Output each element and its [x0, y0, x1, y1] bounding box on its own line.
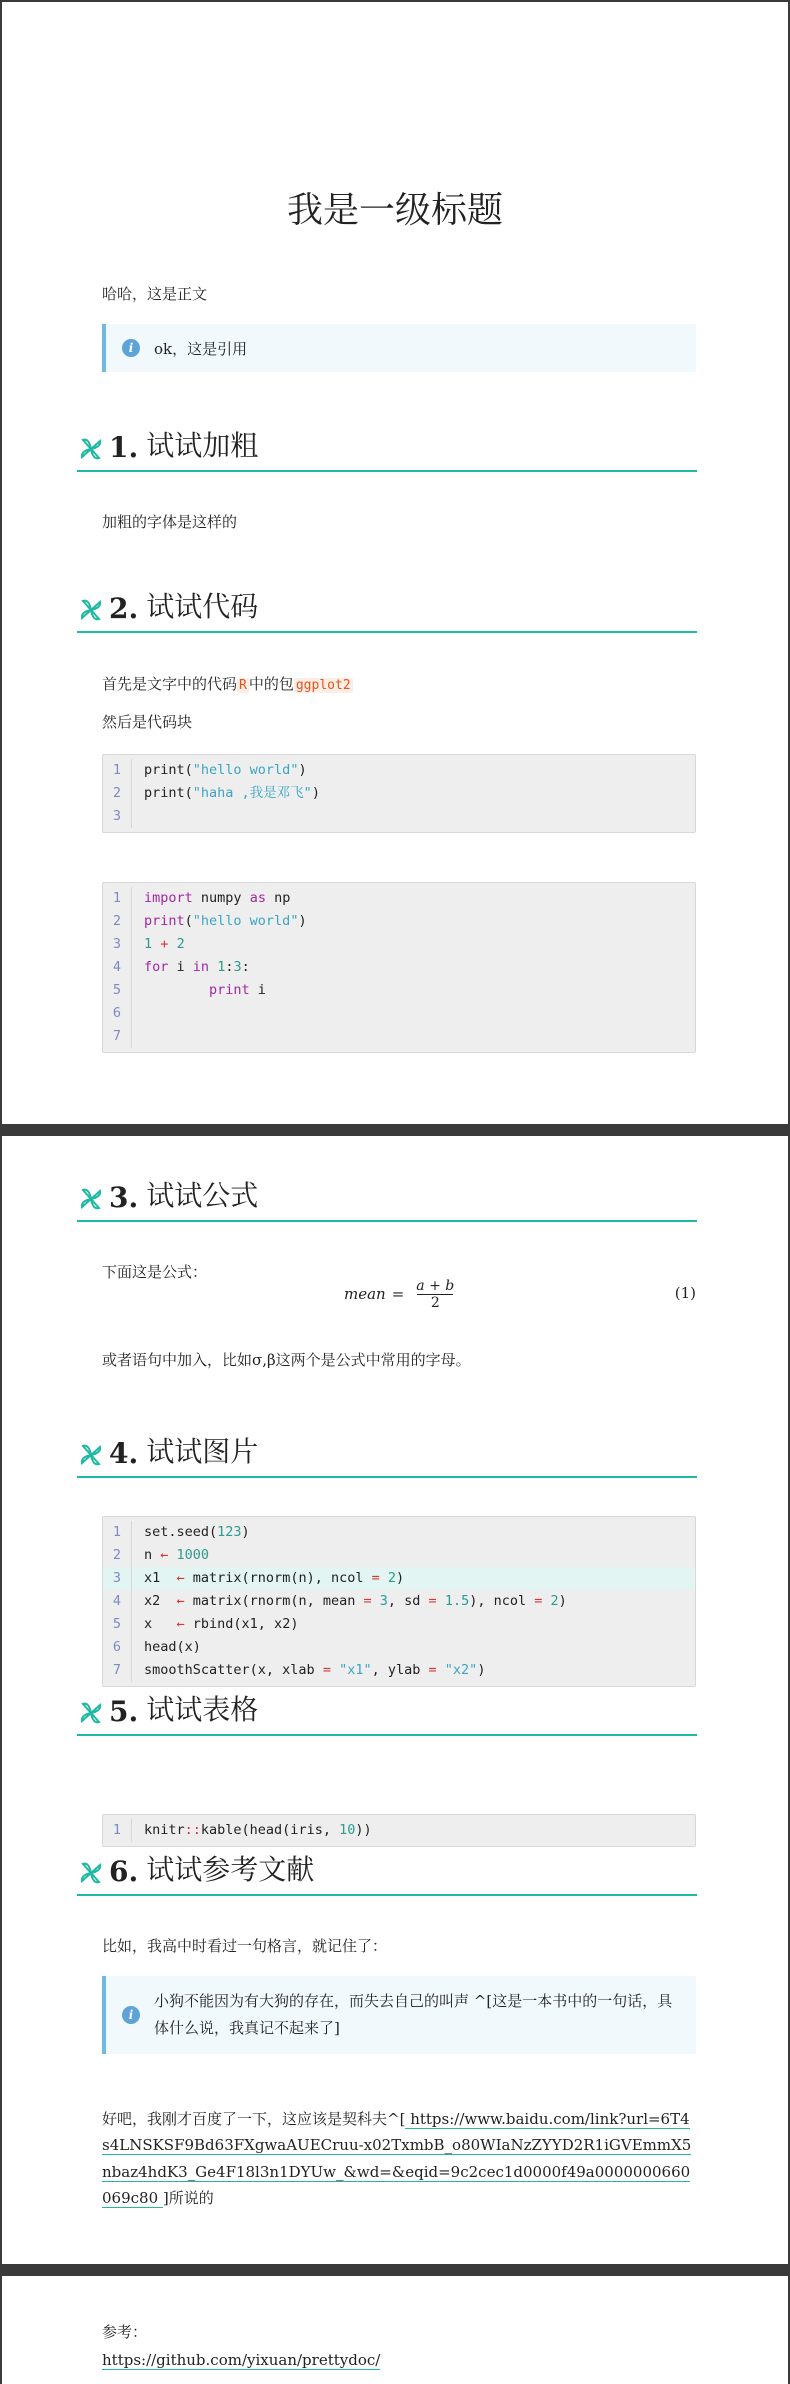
- quote-text: ok，这是引用: [154, 339, 248, 358]
- footer-link-line: [102, 2348, 380, 2374]
- code-line: [103, 887, 695, 910]
- line-number: 1: [103, 887, 132, 910]
- text-segment: 首先是文字中的代码: [102, 675, 238, 693]
- prettydoc-link[interactable]: https://github.com/yixuan/prettydoc/: [102, 2351, 381, 2369]
- line-number: 6: [103, 1636, 132, 1659]
- code-line: [103, 782, 695, 805]
- line-number: 1: [103, 1521, 132, 1544]
- code-text: x2 ← matrix(rnorm(n, mean = 3, sd = 1.5), ncol = 2): [144, 1593, 567, 1609]
- quote-text: 小狗不能因为有大狗的存在，而失去自己的叫声 ^[这是一本书中的一句话，具体什么说，我真记不起来了]: [154, 1992, 673, 2037]
- document-page-1: [2, 2, 788, 1124]
- line-number: 2: [103, 782, 132, 805]
- section-heading-3: [77, 1179, 697, 1222]
- pinwheel-icon: [77, 1858, 105, 1888]
- section-title: 试试代码: [146, 590, 259, 623]
- code-line: [103, 1613, 695, 1636]
- section-heading-1: [77, 429, 697, 472]
- section-title: 试试图片: [146, 1435, 259, 1468]
- formula-intro: 下面这是公式：: [102, 1263, 208, 1281]
- section-number: 2.: [109, 592, 139, 625]
- line-number: 1: [103, 759, 132, 782]
- pinwheel-icon: [77, 1698, 105, 1728]
- pinwheel-icon: [77, 1440, 105, 1470]
- code-text: x ← rbind(x1, x2): [144, 1616, 299, 1632]
- section-title: 试试参考文献: [146, 1853, 315, 1886]
- section-heading-5: [77, 1693, 697, 1736]
- line-number: 5: [103, 979, 132, 1002]
- text-segment: ]所说的: [162, 2188, 214, 2207]
- section-heading-4: [77, 1435, 697, 1478]
- code-line-highlighted: [103, 1567, 695, 1590]
- code-block-4: [102, 1814, 696, 1847]
- reference-paragraph: [102, 2106, 696, 2211]
- line-number: 3: [103, 933, 132, 956]
- info-icon: i: [122, 2006, 140, 2024]
- document-page-2: [2, 1136, 788, 2264]
- code-text: [132, 805, 144, 828]
- section-title: 试试表格: [146, 1693, 259, 1726]
- code-line: [103, 1521, 695, 1544]
- line-number: 2: [103, 910, 132, 933]
- code-text: for i in 1:3:: [144, 959, 250, 975]
- code-text: [132, 1025, 144, 1048]
- section-title: 试试加粗: [146, 429, 259, 462]
- code-line: [103, 956, 695, 979]
- inline-code-r: R: [239, 678, 247, 693]
- section-number: 4.: [109, 1437, 139, 1470]
- reference-intro: 比如，我高中时看过一句格言，就记住了：: [102, 1937, 388, 1955]
- code-text: print i: [209, 982, 266, 998]
- code-block-3: [102, 1516, 696, 1687]
- pinwheel-icon: [77, 595, 105, 625]
- code-text: print("hello world"): [144, 762, 307, 778]
- section-number: 1.: [109, 431, 139, 464]
- text-segment: 中的包: [248, 675, 294, 693]
- code-text: set.seed(123): [144, 1524, 250, 1540]
- code-line: [103, 910, 695, 933]
- document-title: 我是一级标题: [286, 190, 503, 231]
- code-text: x1 ← matrix(rnorm(n), ncol = 2): [144, 1570, 405, 1586]
- code-line: [103, 1659, 695, 1682]
- document-page-3: [2, 2276, 788, 2384]
- pinwheel-icon: [77, 1184, 105, 1214]
- text-segment: 好吧，我刚才百度了一下，这应该是契科夫^[: [102, 2110, 406, 2128]
- inline-code-ggplot2: ggplot2: [295, 678, 351, 693]
- code-line: [103, 933, 695, 956]
- quote-callout: [102, 324, 696, 372]
- formula-expression: [344, 1272, 454, 1316]
- code-text: smoothScatter(x, xlab = "x1", ylab = "x2"): [144, 1662, 486, 1678]
- code-text: [132, 1002, 144, 1025]
- formula-denominator: 2: [430, 1294, 440, 1311]
- footer-label: 参考：: [102, 2323, 148, 2341]
- section-heading-6: [77, 1853, 697, 1896]
- code-intro-paragraph: [102, 672, 353, 698]
- quote-callout-2: [102, 1976, 696, 2054]
- line-number: 6: [103, 1002, 132, 1025]
- code-text: 1 + 2: [144, 936, 185, 952]
- pinwheel-icon: [77, 434, 105, 464]
- line-number: 7: [103, 1659, 132, 1682]
- code-line: [103, 979, 695, 1002]
- code-block-intro: 然后是代码块: [102, 713, 193, 731]
- section-number: 6.: [109, 1855, 139, 1888]
- code-block-2: [102, 882, 696, 1053]
- code-line: [103, 805, 695, 828]
- intro-paragraph: 哈哈，这是正文: [102, 285, 208, 303]
- code-text: n ← 1000: [144, 1547, 210, 1563]
- line-number: 7: [103, 1025, 132, 1048]
- line-number: 3: [103, 1567, 132, 1590]
- line-number: 4: [103, 1590, 132, 1613]
- code-line: [103, 1002, 695, 1025]
- formula-lhs: mean: [344, 1285, 386, 1303]
- section-heading-2: [77, 590, 697, 633]
- info-icon: i: [122, 339, 140, 357]
- code-line: [103, 1819, 695, 1842]
- baidu-link[interactable]: https://www.baidu.com/link?url=6T4s4LNSKSF9Bd63FXgwaAUECruu-x02TxmbB_o80WIaNzZYYD2R1iGVEmmX5nbaz4hdK3_Ge4F18l3n1DYUw_&wd=&eqid=9c2cec1d0000f49a0000000660069c80: [102, 2110, 692, 2207]
- line-number: 5: [103, 1613, 132, 1636]
- code-line: [103, 1636, 695, 1659]
- code-line: [103, 1025, 695, 1048]
- code-line: [103, 759, 695, 782]
- formula-fraction: [416, 1278, 454, 1311]
- equation-number: (1): [674, 1284, 696, 1302]
- code-text: print("hello world"): [144, 913, 307, 929]
- code-text: print("haha ,我是邓飞"): [144, 785, 320, 801]
- section-number: 3.: [109, 1181, 139, 1214]
- line-number: 1: [103, 1819, 132, 1842]
- section-title: 试试公式: [146, 1179, 259, 1212]
- code-line: [103, 1544, 695, 1567]
- code-block-1: [102, 754, 696, 833]
- section-number: 5.: [109, 1695, 139, 1728]
- line-number: 3: [103, 805, 132, 828]
- code-text: knitr::kable(head(iris, 10)): [144, 1822, 372, 1838]
- line-number: 2: [103, 1544, 132, 1567]
- formula-inline-paragraph: 或者语句中加入，比如σ,β这两个是公式中常用的字母。: [102, 1351, 471, 1369]
- code-text: import numpy as np: [144, 890, 291, 906]
- bold-paragraph: 加粗的字体是这样的: [102, 513, 238, 531]
- code-line: [103, 1590, 695, 1613]
- line-number: 4: [103, 956, 132, 979]
- formula-equals: =: [391, 1285, 405, 1303]
- formula-display: [2, 1272, 788, 1316]
- code-text: head(x): [144, 1639, 201, 1655]
- formula-numerator: a + b: [416, 1277, 455, 1294]
